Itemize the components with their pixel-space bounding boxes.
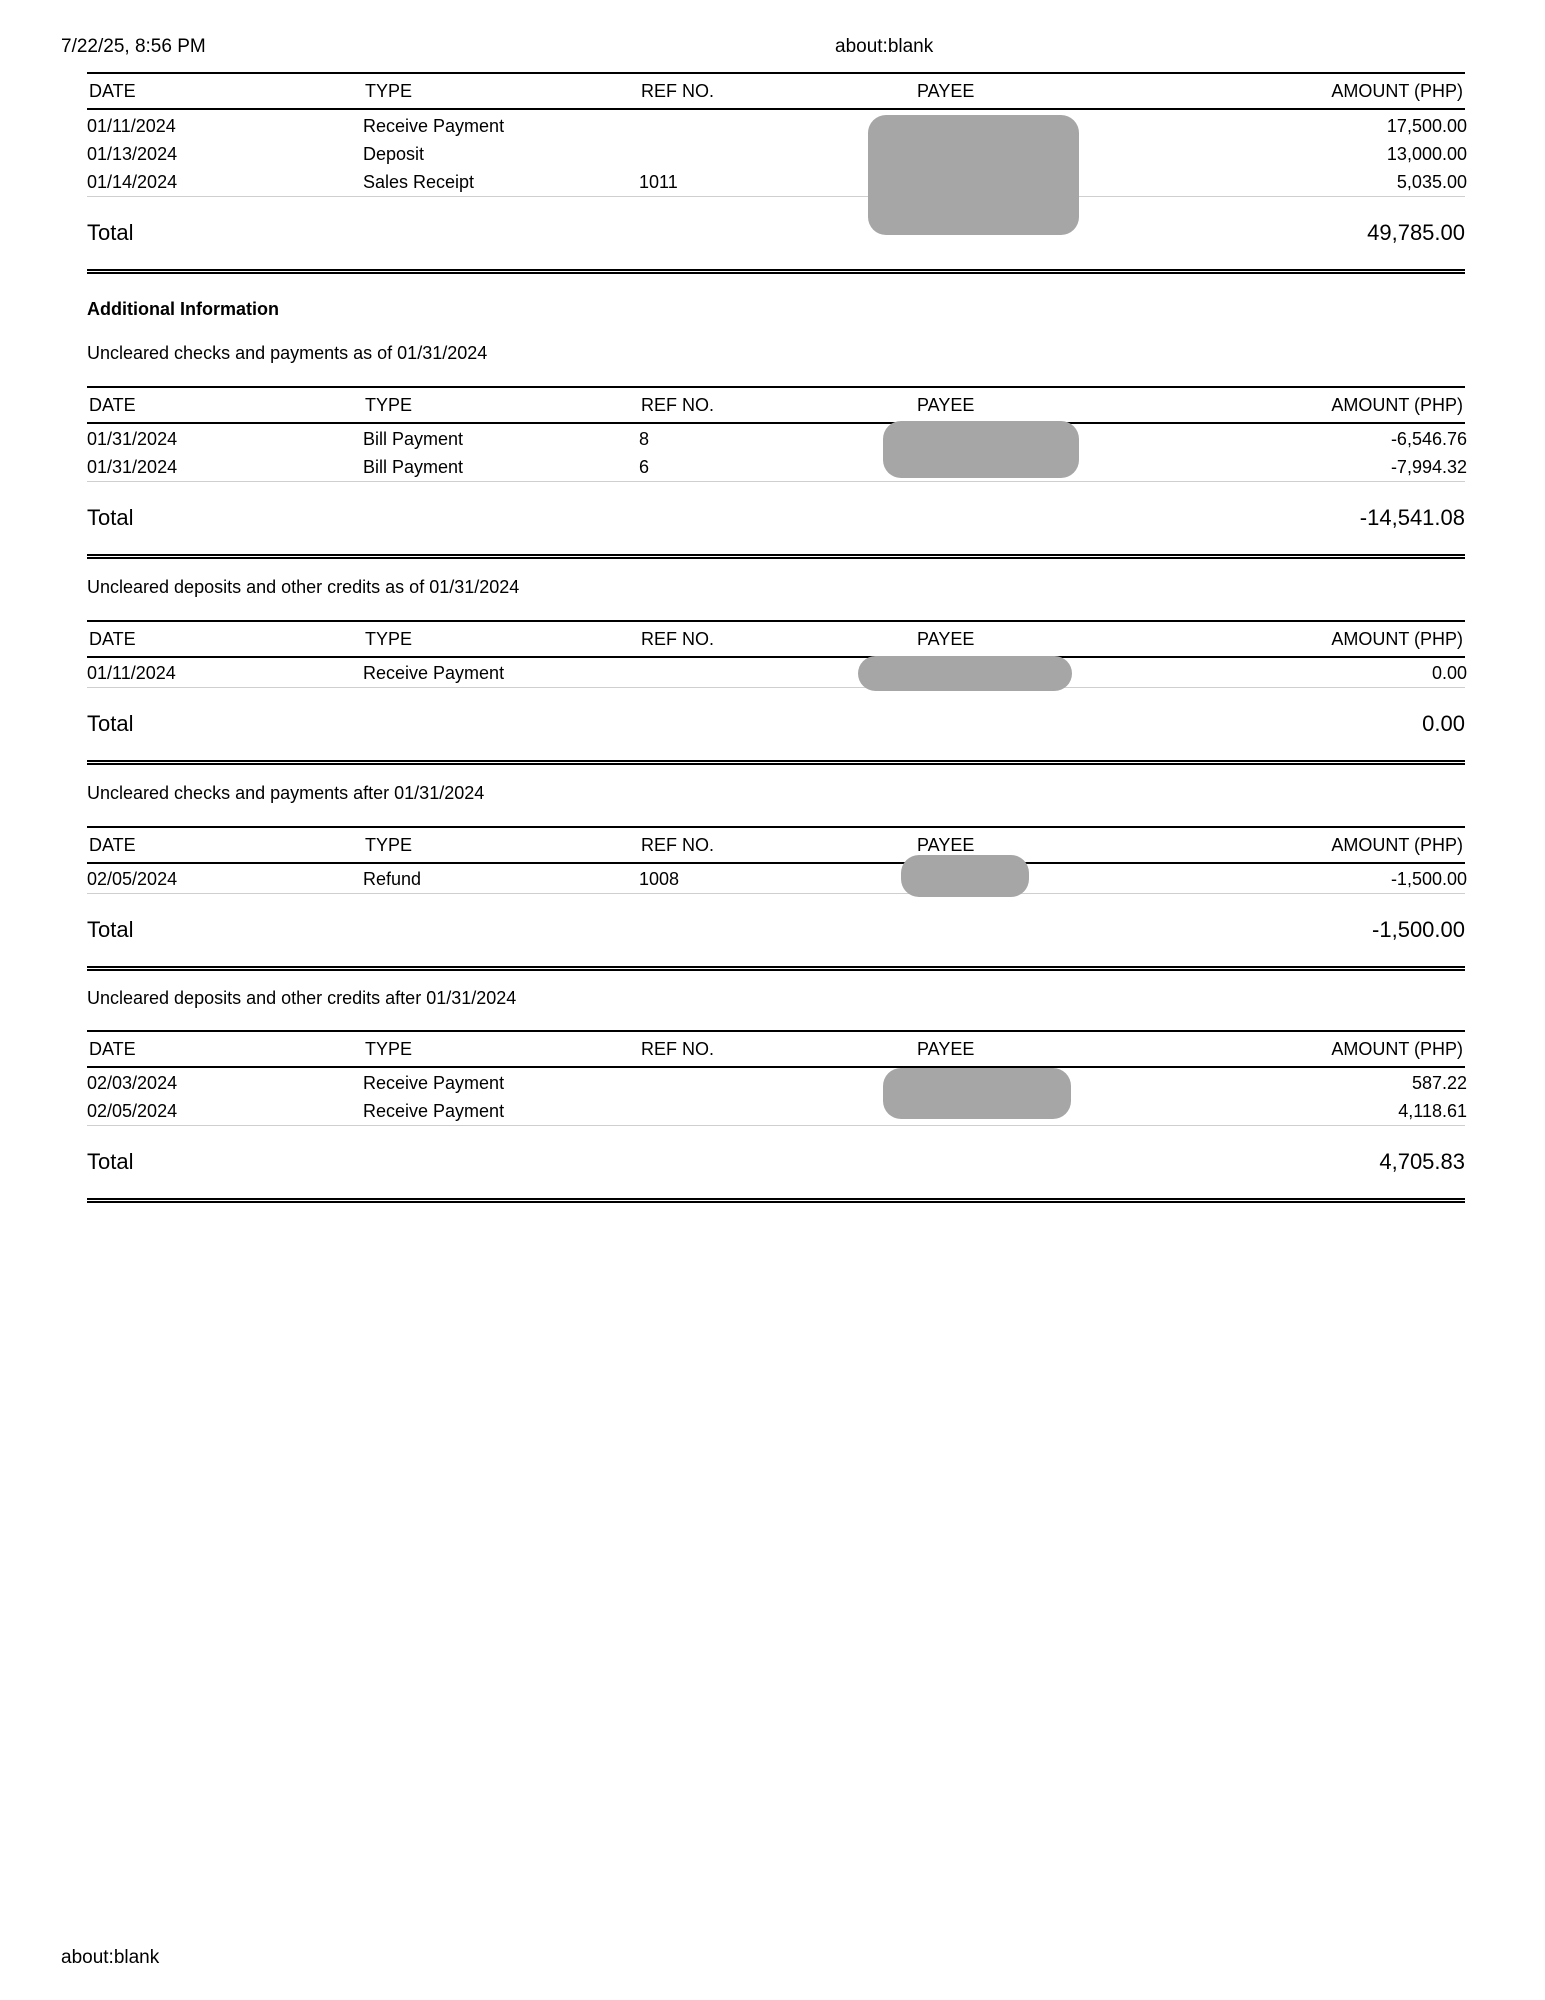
section-caption: Uncleared checks and payments as of 01/31/2024 — [87, 343, 488, 363]
section-table — [87, 620, 1465, 765]
row-amount: 17,500.00 — [1386, 115, 1467, 136]
row-amount: -7,994.32 — [1390, 456, 1467, 477]
table-row — [87, 168, 1465, 196]
total-amount: 0.00 — [1422, 711, 1465, 736]
table-body — [87, 424, 1465, 482]
total-amount: 4,705.83 — [1379, 1149, 1465, 1174]
col-amount: AMOUNT (PHP) — [1331, 1038, 1463, 1059]
col-type: TYPE — [365, 834, 413, 855]
main-table — [87, 72, 1465, 274]
row-type: Receive Payment — [363, 1100, 505, 1121]
row-ref: 6 — [639, 456, 650, 477]
col-payee: PAYEE — [917, 834, 975, 855]
total-amount: 49,785.00 — [1367, 220, 1465, 245]
total-row — [87, 1126, 1465, 1203]
table-row — [87, 453, 1465, 481]
total-amount: -1,500.00 — [1372, 917, 1465, 942]
row-amount: 4,118.61 — [1398, 1100, 1467, 1121]
col-payee: PAYEE — [917, 394, 975, 415]
redacted-payee-block — [901, 855, 1029, 897]
col-ref: REF NO. — [641, 628, 715, 649]
redacted-payee-block — [858, 656, 1072, 691]
redacted-payee-block — [883, 421, 1079, 478]
total-amount: -14,541.08 — [1359, 505, 1465, 530]
col-ref: REF NO. — [641, 834, 715, 855]
section-table — [87, 1030, 1465, 1203]
row-date: 01/31/2024 — [87, 456, 178, 477]
col-amount: AMOUNT (PHP) — [1331, 628, 1463, 649]
row-type: Sales Receipt — [363, 171, 475, 192]
redacted-payee-block — [868, 115, 1079, 235]
row-amount: 13,000.00 — [1386, 143, 1467, 164]
row-date: 02/05/2024 — [87, 1100, 178, 1121]
table-body — [87, 1068, 1465, 1126]
section-table — [87, 386, 1465, 559]
section-caption: Uncleared deposits and other credits after 01/31/2024 — [87, 988, 517, 1008]
col-ref: REF NO. — [641, 394, 715, 415]
print-url: about:blank — [835, 36, 934, 57]
row-date: 01/14/2024 — [87, 171, 178, 192]
row-ref: 1011 — [639, 171, 678, 192]
table-header — [87, 386, 1465, 424]
table-row — [87, 112, 1465, 140]
row-date: 01/11/2024 — [87, 662, 176, 683]
table-body — [87, 864, 1465, 894]
row-amount: -1,500.00 — [1390, 868, 1467, 889]
row-type: Receive Payment — [363, 662, 505, 683]
col-date: DATE — [89, 80, 136, 101]
row-type: Bill Payment — [363, 456, 464, 477]
total-label: Total — [87, 1149, 134, 1174]
row-ref: 8 — [639, 428, 650, 449]
table-row — [87, 425, 1465, 453]
print-datetime: 7/22/25, 8:56 PM — [61, 36, 206, 57]
col-amount: AMOUNT (PHP) — [1331, 834, 1463, 855]
total-row — [87, 688, 1465, 765]
row-amount: 0.00 — [1431, 662, 1467, 683]
col-type: TYPE — [365, 1038, 413, 1059]
col-payee: PAYEE — [917, 80, 975, 101]
row-date: 02/03/2024 — [87, 1072, 178, 1093]
col-payee: PAYEE — [917, 1038, 975, 1059]
col-date: DATE — [89, 1038, 136, 1059]
col-payee: PAYEE — [917, 628, 975, 649]
total-label: Total — [87, 220, 134, 245]
row-ref: 1008 — [639, 868, 680, 889]
col-date: DATE — [89, 834, 136, 855]
table-row — [87, 140, 1465, 168]
total-row — [87, 894, 1465, 971]
row-type: Bill Payment — [363, 428, 464, 449]
row-date: 01/31/2024 — [87, 428, 178, 449]
table-header — [87, 620, 1465, 658]
table-row — [87, 865, 1465, 893]
table-body — [87, 110, 1465, 197]
total-label: Total — [87, 711, 134, 736]
col-type: TYPE — [365, 80, 413, 101]
total-label: Total — [87, 917, 134, 942]
total-label: Total — [87, 505, 134, 530]
row-date: 01/13/2024 — [87, 143, 178, 164]
col-amount: AMOUNT (PHP) — [1331, 80, 1463, 101]
table-header — [87, 826, 1465, 864]
total-row — [87, 482, 1465, 559]
print-footer-url: about:blank — [61, 1947, 160, 1968]
additional-info-title: Additional Information — [87, 299, 279, 319]
total-row — [87, 197, 1465, 274]
row-type: Refund — [363, 868, 422, 889]
row-type: Deposit — [363, 143, 425, 164]
col-ref: REF NO. — [641, 1038, 715, 1059]
col-type: TYPE — [365, 628, 413, 649]
row-date: 01/11/2024 — [87, 115, 176, 136]
row-amount: 587.22 — [1411, 1072, 1467, 1093]
row-date: 02/05/2024 — [87, 868, 178, 889]
table-header — [87, 72, 1465, 110]
col-ref: REF NO. — [641, 80, 715, 101]
table-body — [87, 658, 1465, 688]
col-amount: AMOUNT (PHP) — [1331, 394, 1463, 415]
table-row — [87, 1069, 1465, 1097]
row-amount: -6,546.76 — [1390, 428, 1467, 449]
row-type: Receive Payment — [363, 1072, 505, 1093]
col-date: DATE — [89, 628, 136, 649]
table-row — [87, 659, 1465, 687]
col-date: DATE — [89, 394, 136, 415]
redacted-payee-block — [883, 1068, 1071, 1119]
row-amount: 5,035.00 — [1396, 171, 1467, 192]
col-type: TYPE — [365, 394, 413, 415]
row-type: Receive Payment — [363, 115, 505, 136]
table-header — [87, 1030, 1465, 1068]
section-caption: Uncleared checks and payments after 01/31/2024 — [87, 783, 485, 803]
section-caption: Uncleared deposits and other credits as of 01/31/2024 — [87, 577, 520, 597]
table-row — [87, 1097, 1465, 1125]
section-table — [87, 826, 1465, 971]
